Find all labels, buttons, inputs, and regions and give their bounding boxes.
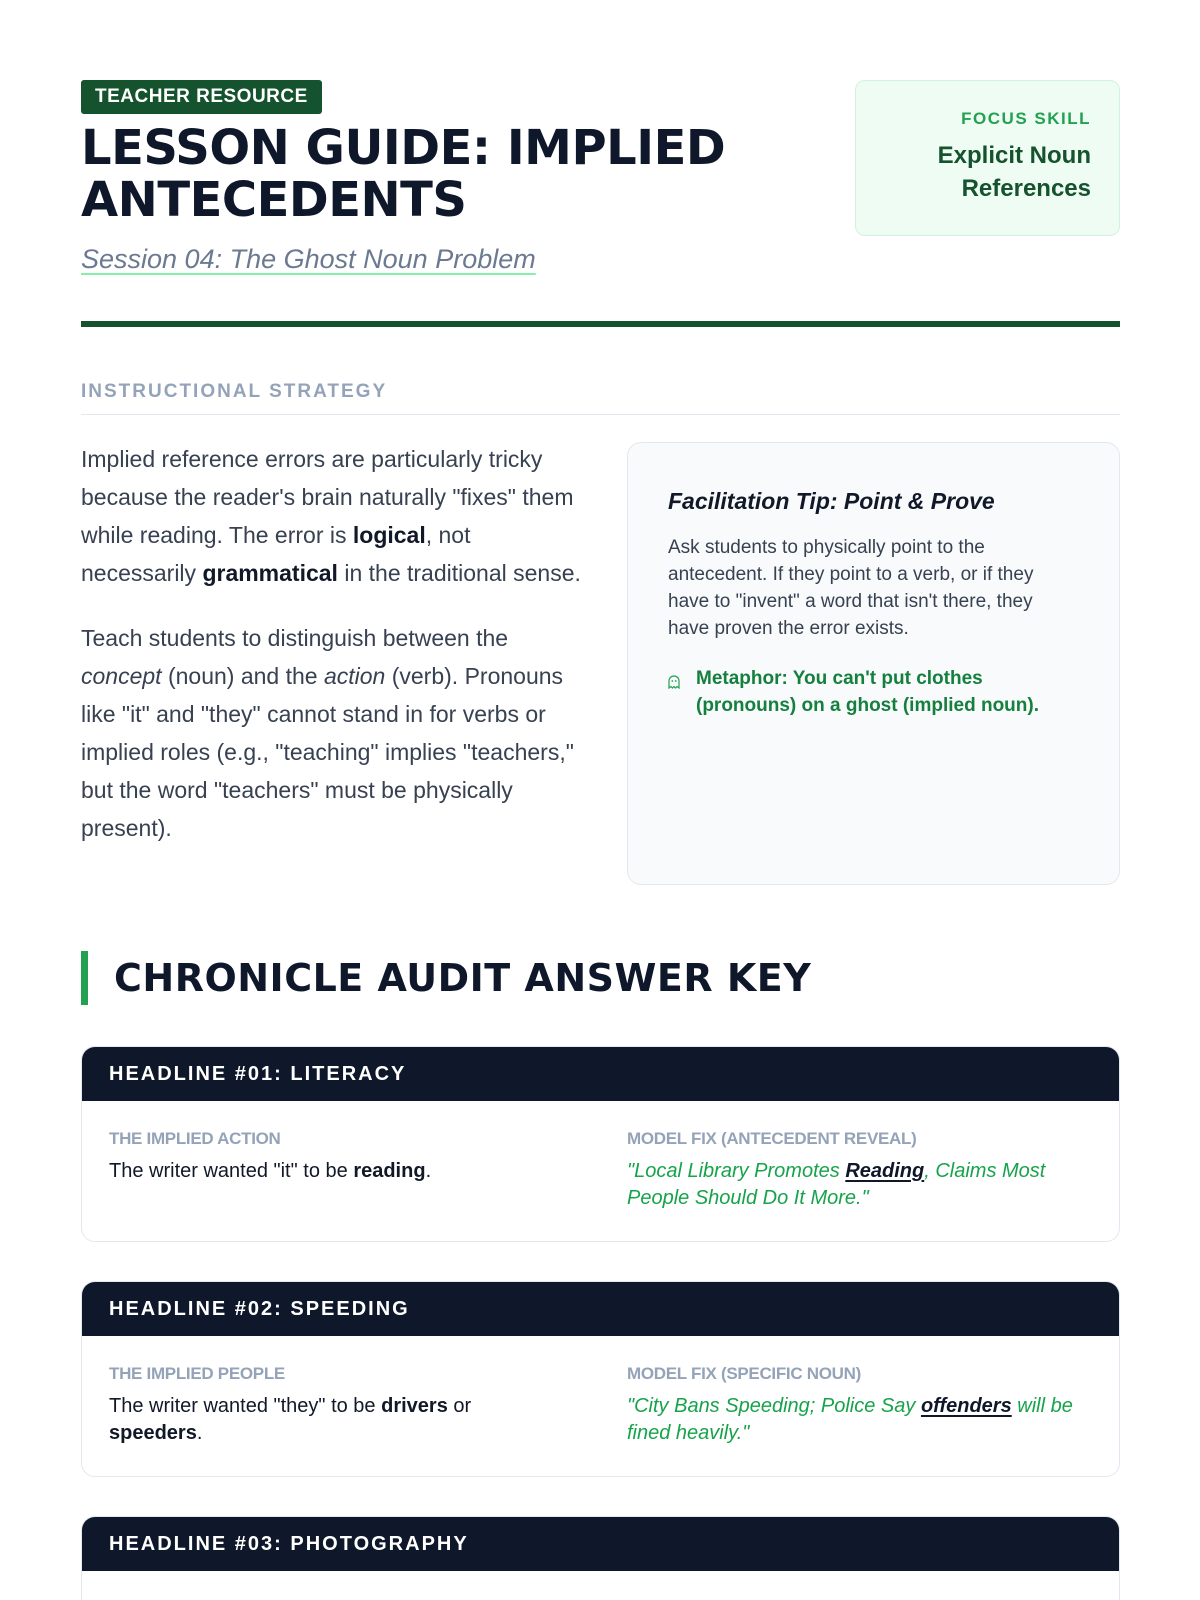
text-span: , not necessarily bbox=[81, 522, 471, 586]
antecedent-highlight: offenders bbox=[920, 1395, 1012, 1417]
answer-key-title: CHRONICLE AUDIT ANSWER KEY bbox=[114, 956, 812, 1000]
title-line-2: ANTECEDENTS bbox=[81, 172, 467, 228]
model-fix-column bbox=[627, 1364, 1087, 1447]
model-fix-column bbox=[627, 1129, 1087, 1212]
text-span: The writer wanted "they" to be bbox=[109, 1395, 382, 1417]
bold-term-grammatical: grammatical bbox=[202, 560, 338, 586]
tip-title: Facilitation Tip: Point & Prove bbox=[668, 488, 995, 514]
header-divider bbox=[81, 321, 1120, 327]
implied-column bbox=[109, 1129, 569, 1185]
lesson-guide-page bbox=[81, 0, 1120, 1555]
text-span: will be fined heavily." bbox=[627, 1395, 1073, 1444]
headline-card-header: HEADLINE #03: PHOTOGRAPHY bbox=[82, 1517, 1119, 1571]
session-subtitle: Session 04: The Ghost Noun Problem bbox=[81, 244, 536, 274]
text-span: in the traditional sense. bbox=[337, 560, 581, 586]
section-divider bbox=[81, 414, 1120, 415]
text-span: , Claims Most People Should Do It More." bbox=[627, 1160, 1046, 1209]
text-span: "City Bans Speeding; Police Say bbox=[627, 1395, 921, 1417]
headline-card-body bbox=[82, 1336, 1119, 1476]
facilitation-tip-box bbox=[627, 442, 1120, 885]
text-span: or bbox=[447, 1395, 472, 1417]
text-span: Teach students to distinguish between the bbox=[81, 625, 509, 651]
text-span: (verb). Pronouns like "it" and "they" cannot stand in for verbs or implied roles (e.g., "teaching" implies "teachers," but the word "teachers" must be physically present). bbox=[81, 663, 574, 841]
implied-column bbox=[109, 1364, 569, 1447]
focus-skill-box bbox=[855, 80, 1120, 236]
answer-key-accent-bar bbox=[81, 951, 88, 1005]
headline-card-3 bbox=[81, 1516, 1120, 1600]
headline-card-header: HEADLINE #02: SPEEDING bbox=[82, 1282, 1119, 1336]
bold-term-logical: logical bbox=[352, 522, 426, 548]
focus-skill-label: FOCUS SKILL bbox=[961, 109, 1091, 128]
metaphor-text: Metaphor: You can't put clothes (pronouns) on a ghost (implied noun). bbox=[696, 668, 1040, 716]
tip-body: Ask students to physically point to the antecedent. If they point to a verb, or if they have to "invent" a word that isn't there, they have proven the error exists. bbox=[668, 537, 1034, 639]
implied-label: THE IMPLIED PEOPLE bbox=[109, 1364, 285, 1383]
focus-skill-value bbox=[856, 139, 1091, 205]
focus-line-1: Explicit Noun bbox=[937, 142, 1091, 169]
model-fix-text bbox=[627, 1158, 1087, 1212]
text-span: Implied reference errors are particularly tricky because the reader's brain naturally "fixes" them while reading. The error is bbox=[81, 446, 574, 548]
ghost-icon bbox=[668, 665, 696, 692]
text-span: The writer wanted "it" to be bbox=[109, 1160, 354, 1182]
implied-label: THE IMPLIED ACTION bbox=[109, 1129, 281, 1148]
implied-text bbox=[109, 1158, 569, 1185]
strategy-paragraph-1 bbox=[81, 440, 581, 592]
italic-term-action: action bbox=[323, 663, 386, 689]
text-span: . bbox=[425, 1160, 432, 1182]
implied-text bbox=[109, 1393, 569, 1447]
focus-line-2: References bbox=[961, 175, 1091, 202]
model-fix-label: MODEL FIX (SPECIFIC NOUN) bbox=[627, 1364, 861, 1383]
header bbox=[81, 0, 1120, 330]
instructional-strategy-heading: INSTRUCTIONAL STRATEGY bbox=[81, 381, 388, 402]
antecedent-highlight: Reading bbox=[845, 1160, 925, 1182]
text-span: . bbox=[196, 1422, 203, 1444]
headline-card-2 bbox=[81, 1281, 1120, 1477]
teacher-resource-badge: TEACHER RESOURCE bbox=[81, 80, 322, 114]
text-span: "Local Library Promotes bbox=[627, 1160, 846, 1182]
model-fix-text bbox=[627, 1393, 1087, 1447]
bold-term: speeders bbox=[109, 1422, 197, 1444]
title-line-1: LESSON GUIDE: IMPLIED bbox=[81, 120, 726, 176]
italic-term-concept: concept bbox=[81, 663, 162, 689]
headline-card-header: HEADLINE #01: LITERACY bbox=[82, 1047, 1119, 1101]
model-fix-label: MODEL FIX (ANTECEDENT REVEAL) bbox=[627, 1129, 917, 1148]
tip-metaphor bbox=[668, 665, 1079, 719]
strategy-text bbox=[81, 440, 581, 874]
page-title bbox=[81, 122, 841, 226]
text-span: (noun) and the bbox=[161, 663, 324, 689]
headline-card-1 bbox=[81, 1046, 1120, 1242]
bold-term: drivers bbox=[381, 1395, 448, 1417]
strategy-paragraph-2 bbox=[81, 619, 581, 847]
headline-card-body bbox=[82, 1101, 1119, 1241]
bold-term: reading bbox=[353, 1160, 426, 1182]
